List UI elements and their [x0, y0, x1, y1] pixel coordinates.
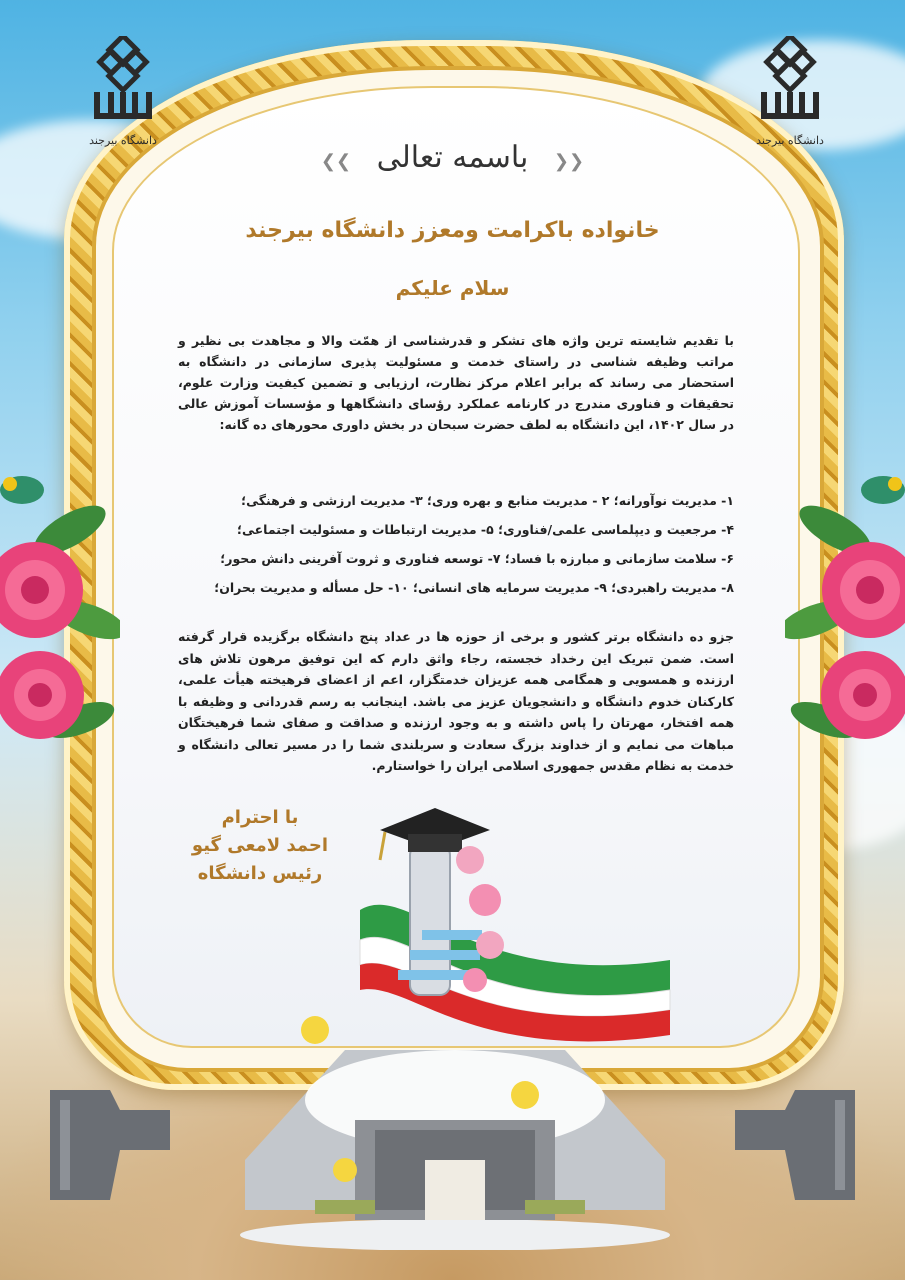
university-logo-right	[745, 36, 835, 147]
university-logo-left	[78, 36, 168, 147]
flower-bouquet-left	[0, 470, 120, 800]
university-building	[225, 1010, 685, 1250]
logo-caption: دانشگاه بیرجند	[756, 134, 824, 147]
ornament-icon: ❮❮	[320, 151, 352, 172]
signature-block	[175, 804, 345, 888]
signature-regards: با احترام	[221, 807, 299, 828]
bismillah-text: باسمه تعالی	[376, 140, 529, 175]
closing-paragraph: جزو ده دانشگاه برتر کشور و برخی از حوزه ها در عداد پنج دانشگاه برگزیده قرار گرفته است. ضمن تبریک این رخداد خجسته، رجاء واثق دارم که این توفیق مرهون تلاش های ارزنده و همسویی و همگامی همه عزیزان خدمتگزار، اعم از اعضای فرهیخته هیأت علمی، کارکنان خدوم دانشگاه و دانشجویان عزیز می باشد. اینجانب به رسم قدردانی و وظیفه با همه افتخار، مهرتان را پاس داشته و به وجود ارزنده و صداقت و صفای شما فرهیختگان مباهات می نمایم و از خداوند بزرگ سعادت و سربلندی شما را در مسیر تعالی دانشگاه و خدمت به نظام مقدس جمهوری اسلامی ایران را خواستارم.	[178, 629, 734, 773]
flower-bouquet-right	[785, 470, 905, 800]
ornament-icon: ❯❯	[553, 151, 585, 172]
axes-list	[178, 486, 734, 602]
intro-paragraph: با تقدیم شایسته ترین واژه های تشکر و قدرشناسی از همّت والا و مجاهدت بی نظیر و مراتب وظیفه شناسی در راستای خدمت و مسئولیت پذیری سازمانی در دانشگاه به استحضار می رساند که برابر اعلام مرکز نظارت، ارزیابی و تضمین کیفیت وزارت علوم، تحقیقات و فناوری مندرج در کارنامه عملکرد رؤسای دانشگاهها و مؤسسات آموزش عالی در سال ۱۴۰۲، این دانشگاه به لطف حضرت سبحان در بخش داوری محورهای ده گانه:	[178, 333, 734, 432]
monument-left	[40, 1090, 170, 1200]
axes-line: ۴- مرجعیت و دیپلماسی علمی/فناوری؛ ۵- مدیریت ارتباطات و مسئولیت اجتماعی؛	[236, 522, 734, 537]
signature-role: رئیس دانشگاه	[197, 863, 323, 884]
bismillah-heading	[0, 140, 905, 175]
knot-logo-icon	[758, 36, 822, 132]
axes-line: ۸- مدیریت راهبردی؛ ۹- مدیریت سرمایه های انسانی؛ ۱۰- حل مسأله و مدیریت بحران؛	[214, 580, 734, 595]
monument-right	[735, 1090, 865, 1200]
axes-line: ۶- سلامت سازمانی و مبارزه با فساد؛ ۷- توسعه فناوری و ثروت آفرینی دانش محور؛	[220, 551, 734, 566]
greeting: سلام علیکم	[395, 276, 510, 300]
signature-name: احمد لامعی گیو	[191, 835, 329, 856]
logo-caption: دانشگاه بیرجند	[89, 134, 157, 147]
axes-line: ۱- مدیریت نوآورانه؛ ۲ - مدیریت منابع و بهره وری؛ ۳- مدیریت ارزشی و فرهنگی؛	[241, 493, 734, 508]
addressee-title: خانواده باکرامت ومعزز دانشگاه بیرجند	[245, 218, 660, 243]
knot-logo-icon	[91, 36, 155, 132]
